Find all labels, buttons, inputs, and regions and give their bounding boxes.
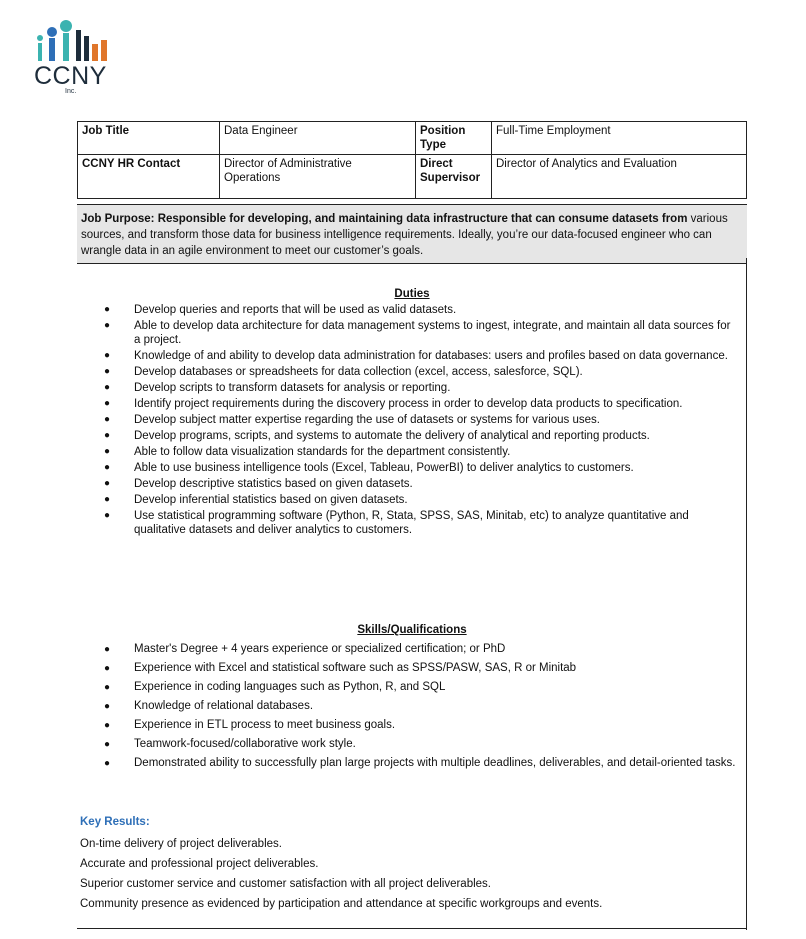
list-item: ● Experience with Excel and statistical software such as SPSS/PASW, SAS, R or Minitab (104, 662, 577, 674)
list-item: ● Able to follow data visualization standards for the department consistently. (104, 446, 511, 458)
logo-text: CCNY (34, 62, 107, 90)
list-item: Community presence as evidenced by participation and attendance at specific workgroups and events. (80, 898, 603, 910)
list-item: Accurate and professional project deliverables. (80, 858, 319, 870)
position-type-value: Full-Time Employment (492, 122, 747, 155)
hr-contact-label: CCNY HR Contact (78, 155, 220, 199)
list-item: ● Develop scripts to transform datasets for analysis or reporting. (104, 382, 451, 394)
list-item: ● Develop inferential statistics based on given datasets. (104, 494, 408, 506)
list-item: ● Master's Degree + 4 years experience or specialized certification; or PhD (104, 643, 506, 655)
list-item: ● Develop descriptive statistics based on given datasets. (104, 478, 413, 490)
table-row (78, 122, 747, 155)
list-item: Superior customer service and customer satisfaction with all project deliverables. (80, 878, 491, 890)
logo-subtext: Inc. (65, 88, 77, 95)
skills-list (86, 640, 736, 773)
job-info-table (77, 121, 747, 199)
list-item: ● Teamwork-focused/collaborative work style. (104, 738, 356, 750)
list-item: ● Experience in ETL process to meet business goals. (104, 719, 396, 731)
duties-list (86, 303, 736, 539)
list-item: ● Knowledge of and ability to develop data administration for databases: users and profiles based on data governance. (104, 350, 728, 362)
job-purpose-label: Job Purpose: (81, 213, 155, 225)
table-row (78, 155, 747, 199)
list-item: ● Experience in coding languages such as Python, R, and SQL (104, 681, 446, 693)
list-item: ● Able to use business intelligence tools (Excel, Tableau, PowerBI) to deliver analytics to customers. (104, 462, 634, 474)
direct-supervisor-label: Direct Supervisor (416, 155, 492, 199)
job-purpose (77, 204, 747, 264)
job-title-label: Job Title (78, 122, 220, 155)
list-item: ● Develop subject matter expertise regarding the use of datasets or systems for various uses. (104, 414, 600, 426)
list-item: ● Knowledge of relational databases. (104, 700, 314, 712)
list-item: ● Develop queries and reports that will be used as valid datasets. (104, 304, 457, 316)
list-item: On-time delivery of project deliverables. (80, 838, 282, 850)
job-purpose-text: various sources, and transform those data for business intelligence requirements. Ideally, you’re our data-focused engineer who can wrangle data in an agile environment to meet our customer’s goals. (81, 213, 728, 257)
right-border (746, 258, 747, 930)
list-item: ● Demonstrated ability to successfully plan large projects with multiple deadlines, deliverables, and detail-oriented tasks. (104, 757, 736, 769)
key-results-title: Key Results: (80, 816, 150, 828)
key-results-list (80, 834, 602, 914)
hr-contact-value: Director of Administrative Operations (220, 155, 416, 199)
list-item: ● Able to develop data architecture for data management systems to ingest, integrate, and maintain all data sources for a project. (104, 320, 731, 346)
list-item: ● Identify project requirements during the discovery process in order to develop data products to specification. (104, 398, 683, 410)
list-item: ● Develop programs, scripts, and systems to automate the delivery of analytical and reporting products. (104, 430, 650, 442)
skills-title: Skills/Qualifications (357, 624, 467, 636)
list-item: ● Develop databases or spreadsheets for data collection (excel, access, salesforce, SQL). (104, 366, 583, 378)
job-purpose-bold-text: Responsible for developing, and maintaining data infrastructure that can consume datasets from (157, 213, 688, 225)
list-item: ● Use statistical programming software (Python, R, Stata, SPSS, SAS, Minitab, etc) to analyze quantitative and qualitative datasets and deliver analytics to customers. (104, 510, 689, 536)
duties-title: Duties (394, 288, 430, 300)
position-type-label: Position Type (416, 122, 492, 155)
bottom-border (77, 928, 747, 929)
direct-supervisor-value: Director of Analytics and Evaluation (492, 155, 747, 199)
job-title-value: Data Engineer (220, 122, 416, 155)
